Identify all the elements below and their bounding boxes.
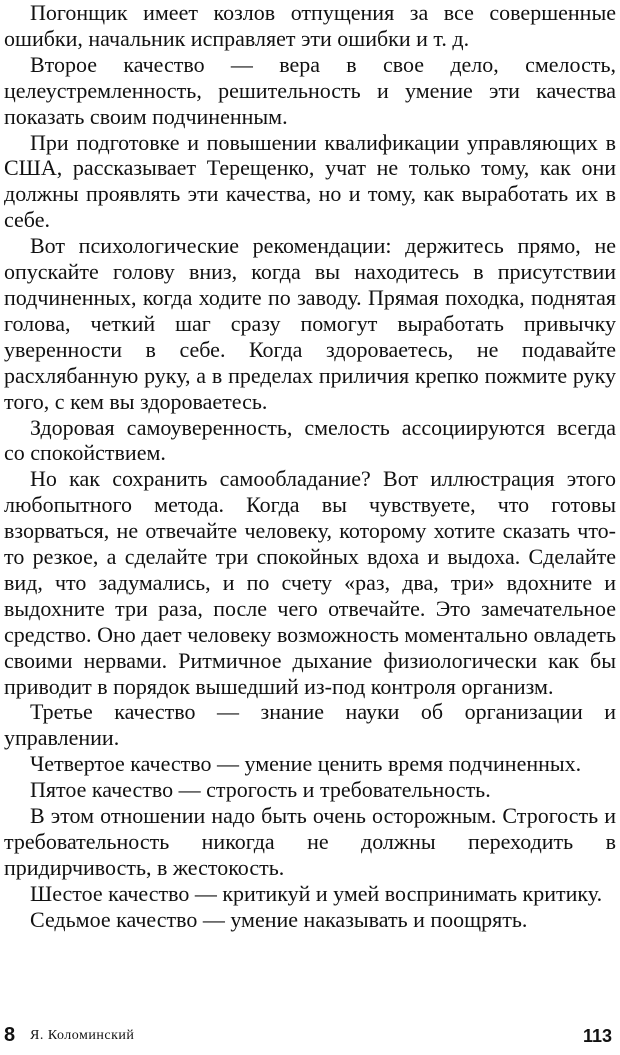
paragraph: При подготовке и повышении квалификации управляющих в США, рассказывает Терещенко, учат не только тому, как они должны проявлять эти качества, но и тому, как выработать их в себе.: [4, 129, 616, 233]
paragraph: Погонщик имеет козлов отпущения за все совершенные ошибки, начальник исправляет эти ошибки и т. д.: [4, 0, 616, 51]
page-number: 113: [582, 1026, 612, 1046]
paragraph: Но как сохранить самообладание? Вот иллюстрация этого любопытного метода. Когда вы чувствуете, что готовы взорваться, не отвечайте человеку, которому хотите сказать что-то резкое, а сделайте три спокойных вдоха и выдоха. Сделайте вид, что задумались, и по счету «раз, два, три» вдохните и выдохните три раза, после чего отвечайте. Это замечательное средство. Оно дает человеку возможность моментально овладеть своими нервами. Ритмичное дыхание физиологически как бы приводит в порядок вышедший из-под контроля организм.: [4, 466, 616, 699]
paragraph: Четвертое качество — умение ценить время подчиненных.: [30, 751, 582, 777]
paragraph: Третье качество — знание науки об организации и управлении.: [4, 699, 616, 751]
page-footer: [4, 1024, 616, 1052]
paragraph: Пятое качество — строгость и требовательность.: [30, 777, 491, 803]
paragraph: Седьмое качество — умение наказывать и поощрять.: [30, 906, 528, 932]
paragraph: Второе качество — вера в свое дело, смелость, целеустремленность, решительность и умение эти качества показать своим подчиненным.: [4, 51, 616, 129]
paragraph: Здоровая самоуверенность, смелость ассоциируются всегда со спокойствием.: [4, 414, 616, 466]
signature-number: 8: [4, 1024, 16, 1046]
paragraph: Вот психологические рекомендации: держитесь прямо, не опускайте голову вниз, когда вы находитесь в присутствии подчиненных, когда ходите по заводу. Прямая походка, поднятая голова, четкий шаг сразу помогут выработать привычку уверенности в себе. Когда здороваетесь, не подавайте расхлябанную руку, а в пределах приличия крепко пожмите руку того, с кем вы здороваетесь.: [4, 233, 616, 414]
page-body: [4, 0, 616, 933]
signature-name: Я. Коломинский: [30, 1028, 135, 1043]
paragraph: В этом отношении надо быть очень осторожным. Строгость и требовательность никогда не должны переходить в придирчивость, в жестокость.: [4, 803, 616, 880]
paragraph: Шестое качество — критикуй и умей воспринимать критику.: [30, 880, 603, 906]
